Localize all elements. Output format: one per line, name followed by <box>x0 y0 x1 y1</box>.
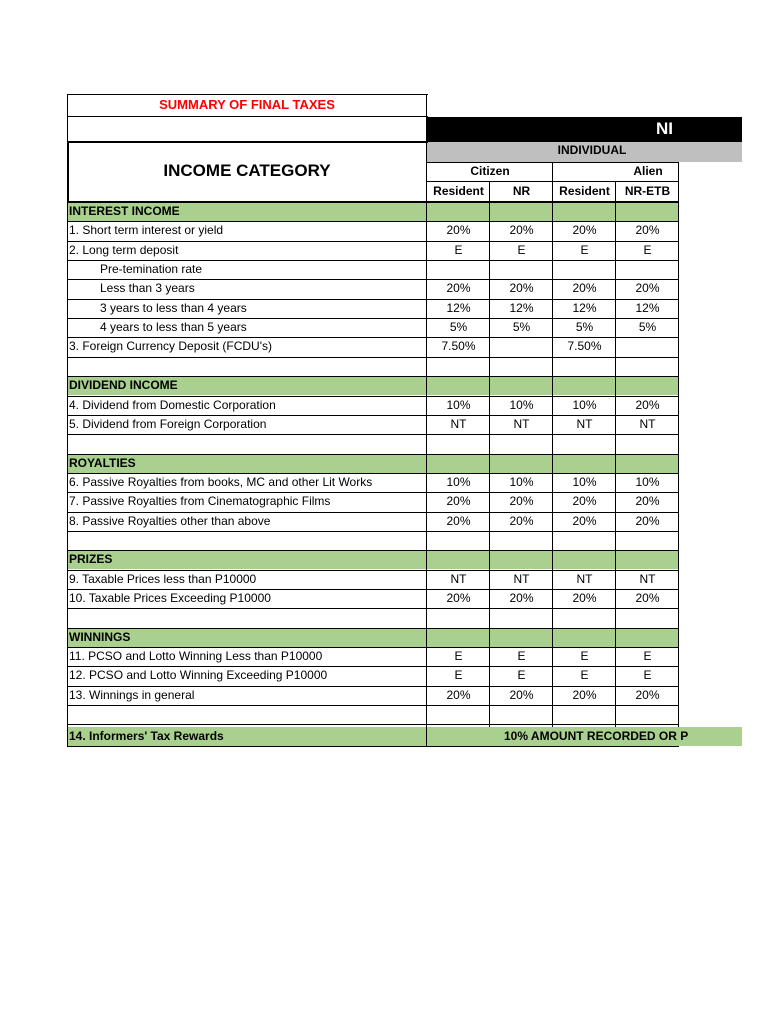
grid-hline <box>68 337 679 338</box>
table-cell: 12% <box>572 301 597 315</box>
row-label: 1. Short term interest or yield <box>69 223 224 237</box>
grid-vline <box>67 141 69 202</box>
row-label: 2. Long term deposit <box>69 243 179 257</box>
row-label: 7. Passive Royalties from Cinematographic Films <box>69 494 331 508</box>
grid-hline <box>68 608 679 609</box>
table-cell: 20% <box>635 398 660 412</box>
banner-text: NI <box>656 119 673 138</box>
grid-hline <box>68 531 679 532</box>
grid-hline <box>68 686 679 687</box>
table-cell: 20% <box>446 223 471 237</box>
table-cell: 20% <box>446 688 471 702</box>
table-cell: NT <box>576 572 593 586</box>
row-label: 11. PCSO and Lotto Winning Less than P10000 <box>69 649 323 663</box>
col-header-citizen-resident: Resident <box>433 184 484 198</box>
section-heading: ROYALTIES <box>69 456 136 470</box>
table-cell: NT <box>639 572 656 586</box>
table-cell: 20% <box>572 494 597 508</box>
row-label: 5. Dividend from Foreign Corporation <box>69 417 267 431</box>
table-cell: 20% <box>635 223 660 237</box>
grid-hline <box>68 221 679 222</box>
grid-hline <box>68 473 679 474</box>
row-label: 4. Dividend from Domestic Corporation <box>69 398 276 412</box>
table-cell: 10% <box>572 475 597 489</box>
row-label: 10. Taxable Prices Exceeding P10000 <box>69 591 271 605</box>
table-cell: 5% <box>449 320 468 334</box>
table-cell: E <box>643 649 652 663</box>
grid-hline <box>68 241 679 242</box>
col-header-citizen-nr: NR <box>512 184 531 198</box>
table-cell: NT <box>513 417 530 431</box>
row-label: Pre-temination rate <box>100 262 203 276</box>
table-cell: 7.50% <box>441 339 476 353</box>
table-cell: 10% <box>509 475 534 489</box>
grid-hline <box>427 162 679 163</box>
grid-hline <box>68 141 428 143</box>
col-header-alien-resident: Resident <box>559 184 610 198</box>
grid-hline <box>68 260 679 261</box>
grid-vline <box>489 181 490 727</box>
grid-vline <box>552 181 553 727</box>
table-cell: 20% <box>635 494 660 508</box>
table-cell: 10% <box>509 398 534 412</box>
row-label: 13. Winnings in general <box>69 688 195 702</box>
section-heading: WINNINGS <box>69 630 131 644</box>
citizen-header: Citizen <box>470 164 510 178</box>
banner-bar <box>427 117 742 142</box>
section-heading: DIVIDEND INCOME <box>69 378 178 392</box>
table-cell: 10% <box>572 398 597 412</box>
grid-hline <box>68 628 679 629</box>
grid-vline <box>678 162 679 727</box>
table-cell: 20% <box>572 688 597 702</box>
table-cell: 12% <box>509 301 534 315</box>
table-cell: E <box>580 649 589 663</box>
table-cell: NT <box>513 572 530 586</box>
table-cell: 20% <box>446 281 471 295</box>
grid-hline <box>68 647 679 648</box>
row-label: 3 years to less than 4 years <box>100 301 247 315</box>
table-cell: 12% <box>635 301 660 315</box>
table-cell: E <box>454 649 463 663</box>
informers-label: 14. Informers' Tax Rewards <box>69 729 224 743</box>
table-cell: NT <box>450 417 467 431</box>
row-label: 4 years to less than 5 years <box>100 320 247 334</box>
row-label: Less than 3 years <box>100 281 195 295</box>
alien-header: Alien <box>633 164 663 178</box>
table-cell: NT <box>576 417 593 431</box>
grid-hline <box>68 589 679 590</box>
table-cell: E <box>454 243 463 257</box>
grid-hline <box>68 376 679 377</box>
grid-hline <box>68 746 679 747</box>
table-cell: 5% <box>575 320 594 334</box>
table-cell: 20% <box>635 688 660 702</box>
grid-hline <box>68 666 679 667</box>
grid-hline <box>427 181 679 182</box>
table-cell: E <box>643 668 652 682</box>
grid-hline <box>68 279 679 280</box>
grid-hline <box>68 396 679 397</box>
grid-hline <box>68 724 679 725</box>
table-cell: 10% <box>446 475 471 489</box>
table-cell: 20% <box>572 281 597 295</box>
grid-hline <box>68 454 679 455</box>
table-cell: 5% <box>638 320 657 334</box>
row-label: 9. Taxable Prices less than P10000 <box>69 572 257 586</box>
grid-hline <box>68 357 679 358</box>
section-row-bg <box>68 550 679 569</box>
table-cell: 20% <box>572 514 597 528</box>
table-cell: 20% <box>509 223 534 237</box>
table-cell: 20% <box>509 688 534 702</box>
table-cell: 20% <box>635 591 660 605</box>
row-label: 3. Foreign Currency Deposit (FCDU's) <box>69 339 273 353</box>
row-label: 6. Passive Royalties from books, MC and other Lit Works <box>69 475 373 489</box>
grid-hline <box>68 492 679 493</box>
table-cell: 20% <box>509 514 534 528</box>
section-heading: PRIZES <box>69 552 113 566</box>
grid-hline <box>68 512 679 513</box>
sheet-title: SUMMARY OF FINAL TAXES <box>159 97 335 112</box>
table-cell: E <box>517 243 526 257</box>
row-label: 12. PCSO and Lotto Winning Exceeding P10000 <box>69 668 328 682</box>
table-cell: NT <box>639 417 656 431</box>
individual-header: INDIVIDUAL <box>557 143 627 157</box>
table-cell: NT <box>450 572 467 586</box>
grid-hline <box>68 434 679 435</box>
grid-vline <box>615 181 616 727</box>
table-cell: 20% <box>572 591 597 605</box>
grid-hline <box>68 299 679 300</box>
table-cell: 20% <box>509 494 534 508</box>
grid-vline <box>426 94 427 747</box>
col-header-alien-nr-etb: NR-ETB <box>624 184 671 198</box>
table-cell: 20% <box>509 591 534 605</box>
grid-hline <box>68 415 679 416</box>
grid-hline <box>68 705 679 706</box>
section-row-bg <box>68 628 679 647</box>
section-heading: INTEREST INCOME <box>69 204 180 218</box>
grid-hline <box>68 201 679 203</box>
grid-hline <box>68 94 428 95</box>
table-cell: 12% <box>446 301 471 315</box>
table-cell: 5% <box>512 320 531 334</box>
informers-value: 10% AMOUNT RECORDED OR P <box>504 729 689 743</box>
table-cell: E <box>517 668 526 682</box>
table-cell: 20% <box>446 494 471 508</box>
row-label: 8. Passive Royalties other than above <box>69 514 271 528</box>
table-cell: E <box>580 668 589 682</box>
grid-hline <box>68 116 428 117</box>
table-cell: 7.50% <box>567 339 602 353</box>
table-cell: E <box>580 243 589 257</box>
table-cell: 20% <box>509 281 534 295</box>
table-cell: 10% <box>635 475 660 489</box>
table-cell: 20% <box>446 514 471 528</box>
table-cell: E <box>517 649 526 663</box>
table-cell: 20% <box>446 591 471 605</box>
table-cell: 20% <box>635 514 660 528</box>
grid-hline <box>68 570 679 571</box>
table-cell: 20% <box>572 223 597 237</box>
table-cell: 20% <box>635 281 660 295</box>
table-cell: E <box>454 668 463 682</box>
table-cell: 10% <box>446 398 471 412</box>
income-category-header: INCOME CATEGORY <box>163 161 331 180</box>
table-cell: E <box>643 243 652 257</box>
grid-hline <box>68 550 679 551</box>
grid-hline <box>68 318 679 319</box>
section-row-bg <box>68 454 679 473</box>
